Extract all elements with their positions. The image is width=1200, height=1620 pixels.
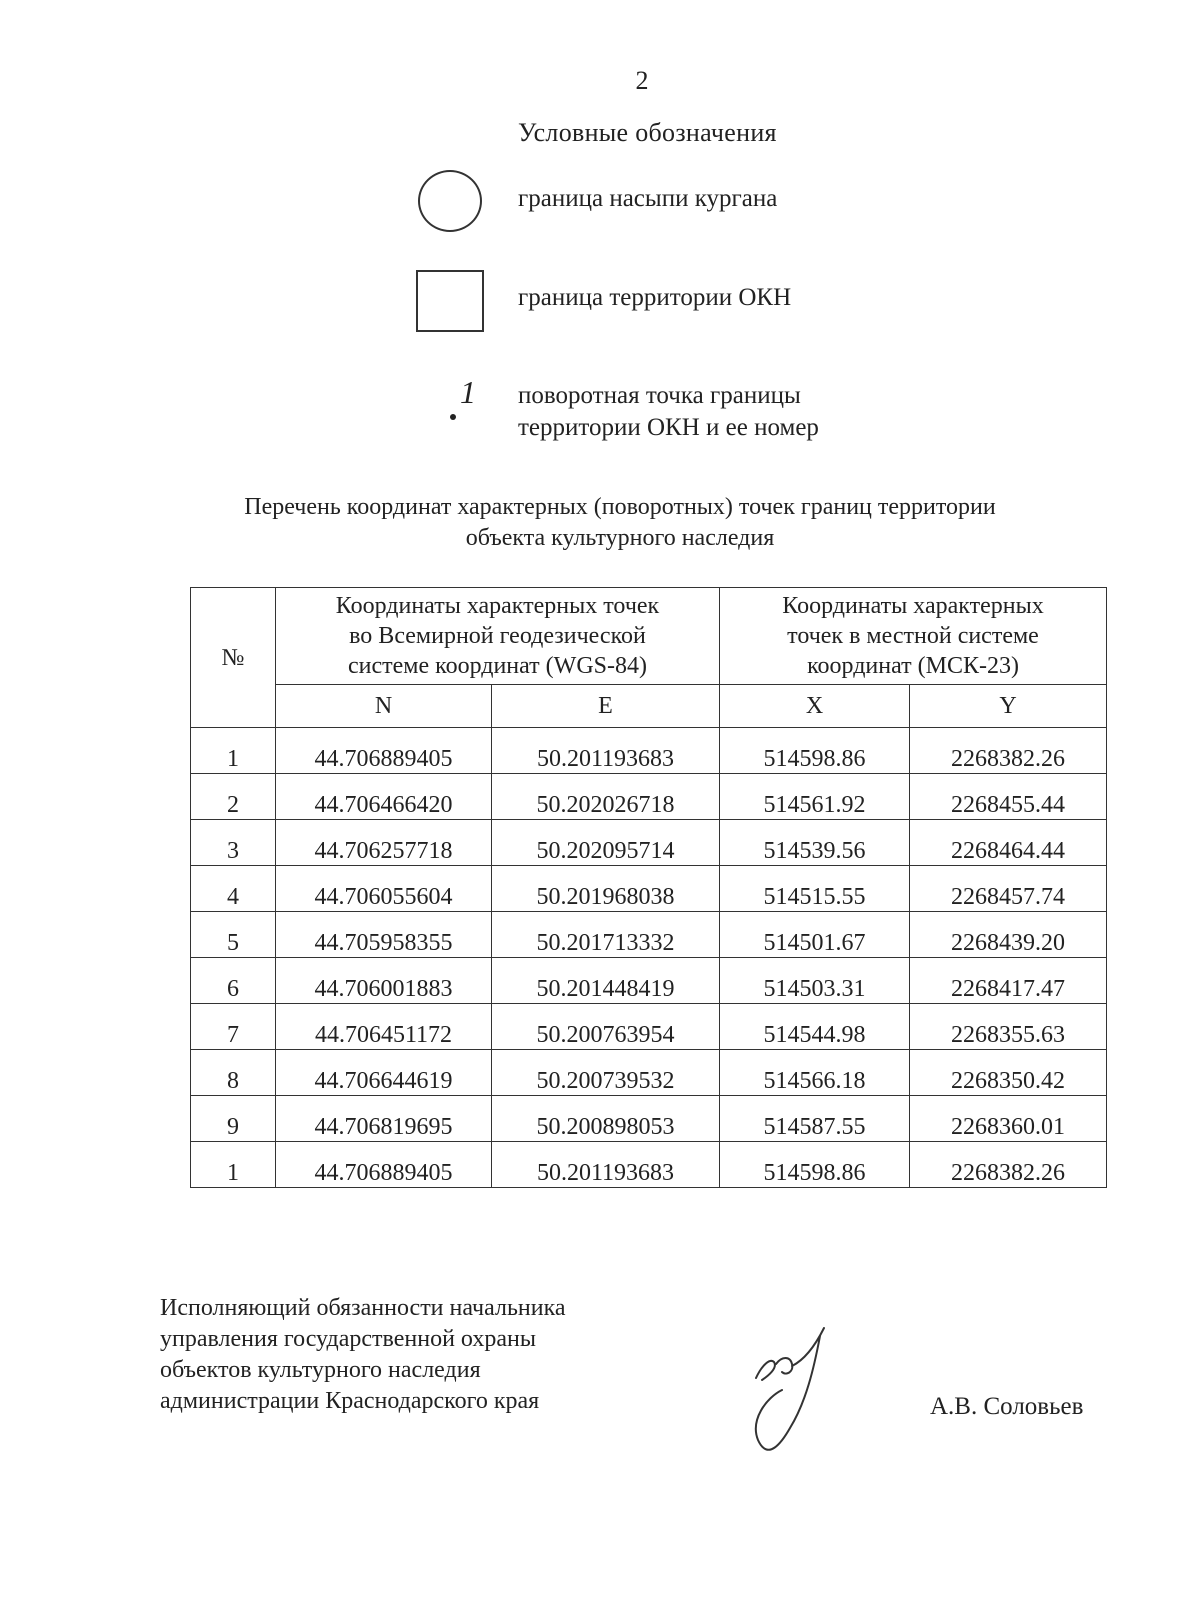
signatory-line3: объектов культурного наследия xyxy=(160,1357,481,1383)
table-caption xyxy=(150,492,1090,554)
cell-x: 514503.31 xyxy=(720,958,910,1004)
header-y: Y xyxy=(910,685,1107,728)
cell-y: 2268350.42 xyxy=(910,1050,1107,1096)
signer-name: А.В. Соловьев xyxy=(930,1393,1084,1420)
cell-n: 44.706644619 xyxy=(276,1050,492,1096)
cell-number: 3 xyxy=(191,820,276,866)
header-wgs84 xyxy=(276,588,720,685)
cell-n: 44.706001883 xyxy=(276,958,492,1004)
cell-n: 44.706451172 xyxy=(276,1004,492,1050)
signatory-line4: администрации Краснодарского края xyxy=(160,1388,540,1414)
legend-label-line1: поворотная точка границы xyxy=(518,382,801,409)
point-dot-icon xyxy=(450,414,456,420)
header-msk23 xyxy=(720,588,1107,685)
cell-x: 514566.18 xyxy=(720,1050,910,1096)
cell-x: 514561.92 xyxy=(720,774,910,820)
table-row xyxy=(191,728,1107,774)
table-row xyxy=(191,1050,1107,1096)
cell-x: 514598.86 xyxy=(720,728,910,774)
table-row xyxy=(191,820,1107,866)
cell-e: 50.200739532 xyxy=(492,1050,720,1096)
cell-e: 50.202026718 xyxy=(492,774,720,820)
cell-number: 1 xyxy=(191,728,276,774)
caption-line2: объекта культурного наследия xyxy=(465,525,775,551)
header-n: N xyxy=(276,685,492,728)
cell-y: 2268464.44 xyxy=(910,820,1107,866)
cell-n: 44.706466420 xyxy=(276,774,492,820)
cell-e: 50.200898053 xyxy=(492,1096,720,1142)
cell-x: 514515.55 xyxy=(720,866,910,912)
signatory-position xyxy=(160,1293,566,1417)
cell-y: 2268457.74 xyxy=(910,866,1107,912)
legend-label-line2: территории ОКН и ее номер xyxy=(518,414,819,441)
header-msk-line2: точек в местной системе xyxy=(787,623,1039,649)
cell-number: 7 xyxy=(191,1004,276,1050)
cell-n: 44.706819695 xyxy=(276,1096,492,1142)
caption-line1: Перечень координат характерных (поворотных) точек границ территории xyxy=(244,494,996,520)
cell-n: 44.705958355 xyxy=(276,912,492,958)
signatory-line1: Исполняющий обязанности начальника xyxy=(160,1295,566,1321)
cell-x: 514539.56 xyxy=(720,820,910,866)
legend-label-turning-point xyxy=(518,380,819,444)
cell-number: 5 xyxy=(191,912,276,958)
cell-e: 50.201968038 xyxy=(492,866,720,912)
cell-y: 2268417.47 xyxy=(910,958,1107,1004)
cell-y: 2268382.26 xyxy=(910,1142,1107,1188)
header-wgs-line1: Координаты характерных точек xyxy=(335,593,660,619)
header-wgs-line3: системе координат (WGS-84) xyxy=(348,653,647,679)
cell-y: 2268382.26 xyxy=(910,728,1107,774)
table-row xyxy=(191,1142,1107,1188)
table-subheader-row xyxy=(191,685,1107,728)
header-wgs-line2: во Всемирной геодезической xyxy=(349,623,646,649)
cell-n: 44.706889405 xyxy=(276,1142,492,1188)
signatory-line2: управления государственной охраны xyxy=(160,1326,536,1352)
turning-point-icon xyxy=(446,374,486,438)
table-row xyxy=(191,774,1107,820)
cell-y: 2268439.20 xyxy=(910,912,1107,958)
coordinates-table xyxy=(190,587,1107,1188)
cell-number: 2 xyxy=(191,774,276,820)
cell-number: 8 xyxy=(191,1050,276,1096)
cell-n: 44.706055604 xyxy=(276,866,492,912)
page-number: 2 xyxy=(635,66,649,95)
point-number: 1 xyxy=(460,374,476,410)
cell-e: 50.202095714 xyxy=(492,820,720,866)
cell-number: 1 xyxy=(191,1142,276,1188)
cell-x: 514544.98 xyxy=(720,1004,910,1050)
header-msk-line1: Координаты характерных xyxy=(782,593,1044,619)
cell-number: 6 xyxy=(191,958,276,1004)
legend-title: Условные обозначения xyxy=(518,118,777,147)
square-icon xyxy=(416,270,484,332)
table-row xyxy=(191,866,1107,912)
cell-number: 9 xyxy=(191,1096,276,1142)
circle-icon xyxy=(418,170,482,232)
cell-n: 44.706257718 xyxy=(276,820,492,866)
cell-e: 50.201193683 xyxy=(492,1142,720,1188)
cell-x: 514598.86 xyxy=(720,1142,910,1188)
legend-label-territory: граница территории ОКН xyxy=(518,284,792,311)
cell-n: 44.706889405 xyxy=(276,728,492,774)
cell-x: 514501.67 xyxy=(720,912,910,958)
cell-e: 50.201448419 xyxy=(492,958,720,1004)
table-row xyxy=(191,912,1107,958)
cell-number: 4 xyxy=(191,866,276,912)
table-header-row xyxy=(191,588,1107,685)
cell-y: 2268455.44 xyxy=(910,774,1107,820)
cell-x: 514587.55 xyxy=(720,1096,910,1142)
table-row xyxy=(191,1096,1107,1142)
cell-e: 50.201713332 xyxy=(492,912,720,958)
legend-label-mound: граница насыпи кургана xyxy=(518,185,778,212)
header-e: E xyxy=(492,685,720,728)
cell-e: 50.201193683 xyxy=(492,728,720,774)
header-msk-line3: координат (МСК-23) xyxy=(807,653,1019,679)
cell-y: 2268360.01 xyxy=(910,1096,1107,1142)
header-number: № xyxy=(191,588,276,728)
table-row xyxy=(191,958,1107,1004)
cell-y: 2268355.63 xyxy=(910,1004,1107,1050)
cell-e: 50.200763954 xyxy=(492,1004,720,1050)
handwritten-signature xyxy=(748,1320,868,1470)
table-row xyxy=(191,1004,1107,1050)
header-x: X xyxy=(720,685,910,728)
